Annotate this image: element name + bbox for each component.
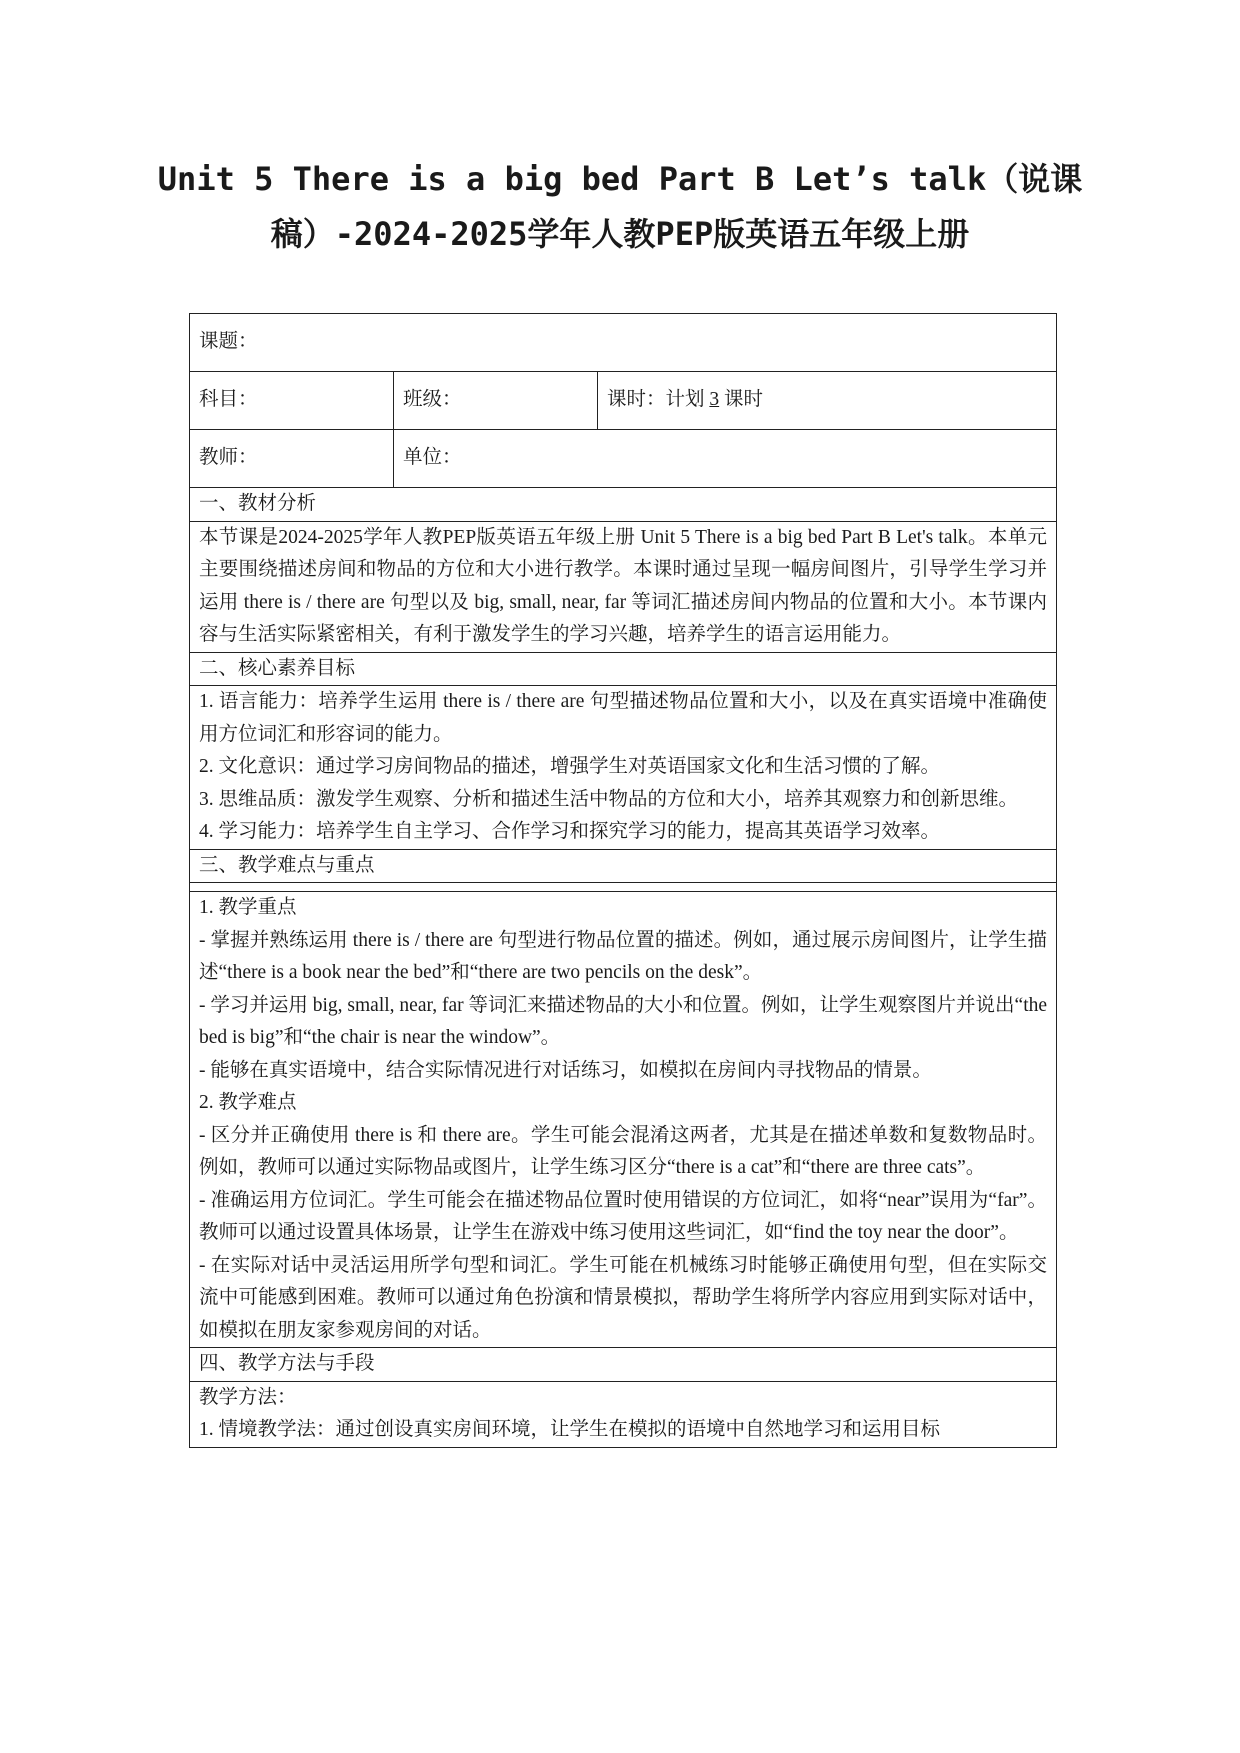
- title-line-1: Unit 5 There is a big bed Part B Let’s talk（说课: [157, 160, 1083, 198]
- section-paragraph: - 区分并正确使用 there is 和 there are。学生可能会混淆这两者，尤其是在描述单数和复数物品时。例如，教师可以通过实际物品或图片，让学生练习区分“there is a cat”和“there are three cats”。: [199, 1124, 1048, 1178]
- section-paragraph: - 掌握并熟练运用 there is / there are 句型进行物品位置的描述。例如，通过展示房间图片，让学生描述“there is a book near the bed”和“there are two pencils on the desk”。: [199, 929, 1048, 983]
- section-paragraph: 2. 文化意识：通过学习房间物品的描述，增强学生对英语国家文化和生活习惯的了解。: [199, 756, 941, 777]
- unit-cell: [394, 430, 1057, 488]
- hours-suffix: 课时: [724, 389, 764, 411]
- section-heading: 一、教材分析: [190, 488, 1057, 522]
- unit-label: 单位：: [403, 447, 462, 469]
- section-paragraph: 1. 语言能力：培养学生运用 there is / there are 句型描述物品位置和大小，以及在真实语境中准确使用方位词汇和形容词的能力。: [199, 691, 1048, 745]
- section-body: [190, 892, 1057, 1348]
- hours-value: 3: [709, 389, 720, 411]
- topic-row: [190, 314, 1057, 372]
- section-paragraph: 2. 教学难点: [199, 1092, 297, 1113]
- subject-cell: [190, 372, 394, 430]
- section-heading-row: [190, 488, 1057, 522]
- lesson-plan-table: [189, 313, 1057, 1448]
- section-paragraph: - 准确运用方位词汇。学生可能会在描述物品位置时使用错误的方位词汇，如将“near”误用为“far”。教师可以通过设置具体场景，让学生在游戏中练习使用这些词汇，如“find the toy near the door”。: [199, 1189, 1048, 1243]
- section-body: [190, 521, 1057, 652]
- section-paragraph: 教学方法：: [199, 1386, 297, 1408]
- section-heading-row: [190, 652, 1057, 686]
- spacer-cell: [190, 883, 1057, 892]
- teacher-label: 教师：: [199, 447, 258, 469]
- section-paragraph: 1. 情境教学法：通过创设真实房间环境，让学生在模拟的语境中自然地学习和运用目标: [199, 1419, 941, 1440]
- section-body: [190, 1381, 1057, 1447]
- spacer-row: [190, 883, 1057, 892]
- topic-cell: [190, 314, 1057, 372]
- section-paragraph: 4. 学习能力：培养学生自主学习、合作学习和探究学习的能力，提高其英语学习效率。: [199, 821, 941, 842]
- section-paragraph: 3. 思维品质：激发学生观察、分析和描述生活中物品的方位和大小，培养其观察力和创新思维。: [199, 788, 1019, 810]
- section-paragraph: 1. 教学重点: [199, 897, 297, 918]
- class-label: 班级：: [403, 389, 462, 411]
- class-cell: [394, 372, 598, 430]
- section-heading: 三、教学难点与重点: [190, 849, 1057, 883]
- section-body: [190, 686, 1057, 850]
- section-heading-row: [190, 1348, 1057, 1382]
- section-body-row: [190, 1381, 1057, 1447]
- section-body-row: [190, 686, 1057, 850]
- teacher-row: [190, 430, 1057, 488]
- subject-label: 科目：: [199, 389, 258, 411]
- document-title: [150, 152, 1090, 262]
- section-paragraph: 本节课是2024-2025学年人教PEP版英语五年级上册 Unit 5 There is a big bed Part B Let's talk。本单元主要围绕描述房间和物品的方位和大小进行教学。本课时通过呈现一幅房间图片，引导学生学习并运用 there is / there are 句型以及 big, small, near, far 等词汇描述房间内物品的位置和大小。本节课内容与生活实际紧密相关，有利于激发学生的学习兴趣，培养学生的语言运用能力。: [199, 526, 1048, 645]
- title-line-2: 稿）-2024-2025学年人教PEP版英语五年级上册: [270, 215, 970, 253]
- hours-prefix: 课时：计划: [607, 389, 705, 411]
- topic-label: 课题：: [199, 331, 258, 353]
- section-paragraph: - 学习并运用 big, small, near, far 等词汇来描述物品的大小和位置。例如，让学生观察图片并说出“the bed is big”和“the chair is near the window”。: [199, 994, 1048, 1048]
- teacher-cell: [190, 430, 394, 488]
- subject-row: [190, 372, 1057, 430]
- section-paragraph: - 能够在真实语境中，结合实际情况进行对话练习，如模拟在房间内寻找物品的情景。: [199, 1059, 932, 1081]
- hours-cell: [598, 372, 1057, 430]
- section-heading-row: [190, 849, 1057, 883]
- section-heading: 二、核心素养目标: [190, 652, 1057, 686]
- section-body-row: [190, 521, 1057, 652]
- section-paragraph: - 在实际对话中灵活运用所学句型和词汇。学生可能在机械练习时能够正确使用句型，但在实际交流中可能感到困难。教师可以通过角色扮演和情景模拟，帮助学生将所学内容应用到实际对话中，如模拟在朋友家参观房间的对话。: [199, 1254, 1048, 1341]
- section-heading: 四、教学方法与手段: [190, 1348, 1057, 1382]
- section-body-row: [190, 892, 1057, 1348]
